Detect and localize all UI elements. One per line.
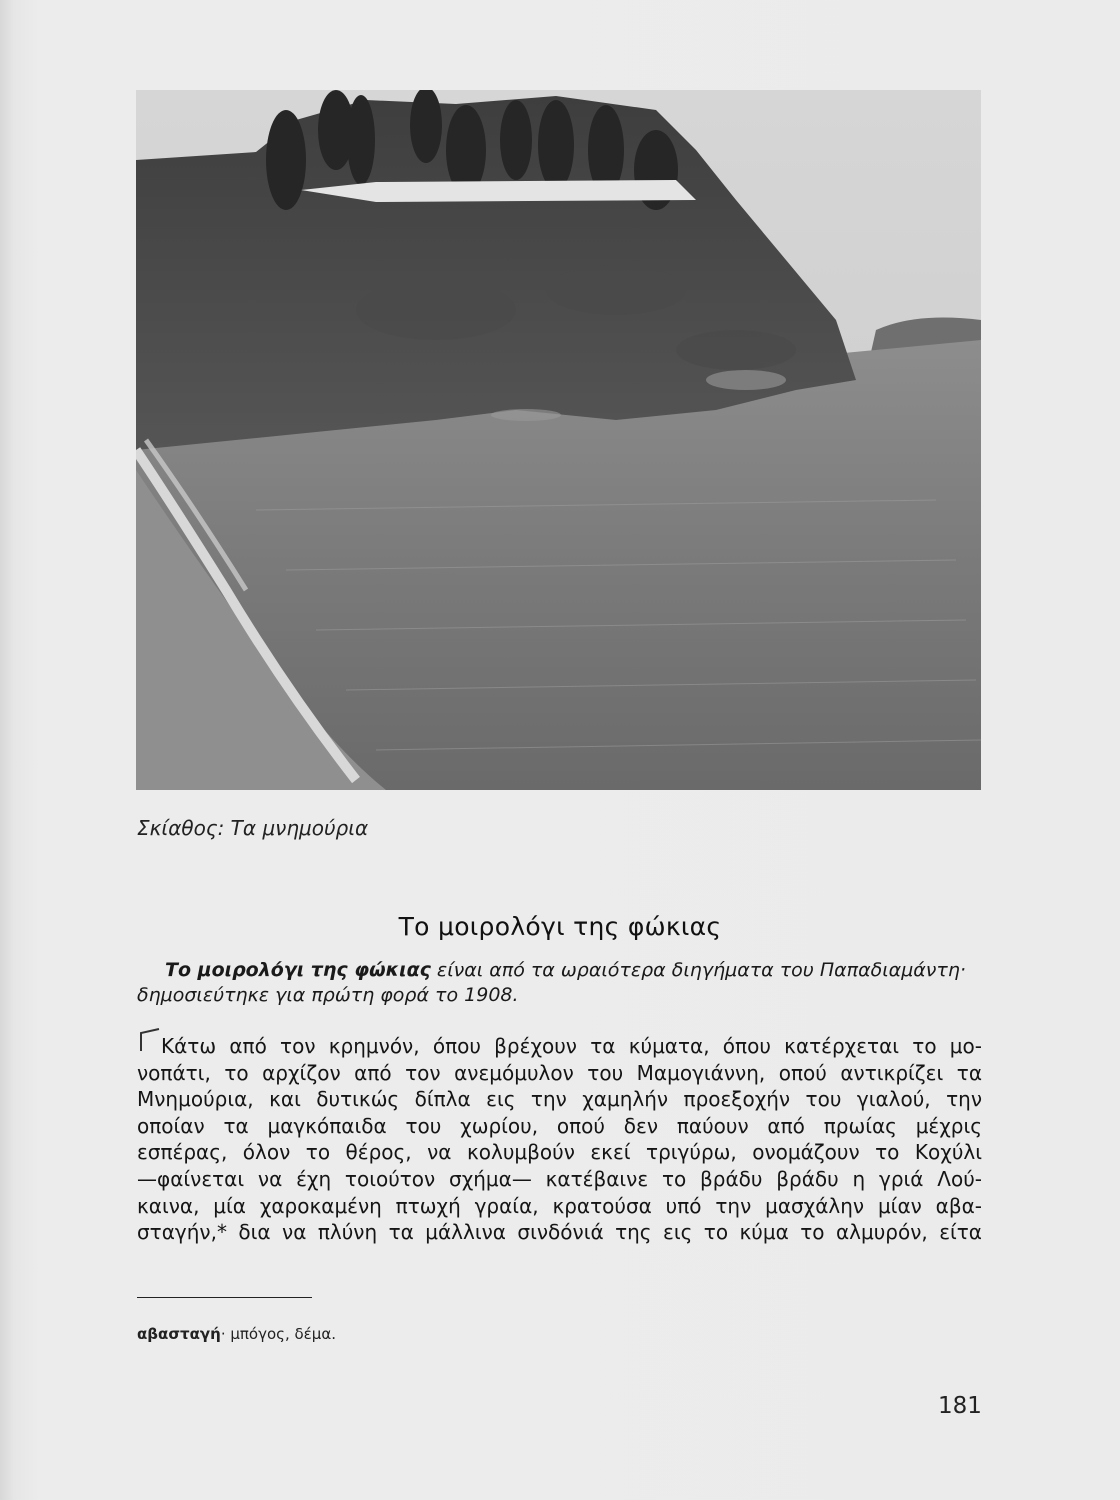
photo-caption: Σκίαθος: Τα μνημούρια [137,816,369,840]
story-line: σταγήν,* δια να πλύνη τα μάλλινα σινδόνιά της εις το κύμα το αλμυρόν, είτα [137,1220,982,1245]
photo-skiathos-coast [136,90,981,790]
chapter-title: Το μοιρολόγι της φώκιας [398,912,722,941]
intro-line-2: δημοσιεύτηκε για πρώτη φορά το 1908. [137,984,519,1006]
intro-line-1 [137,958,982,983]
story-line: καινα, μία χαροκαμένη πτωχή γραία, κρατούσα υπό την μασχάλην μίαν αβα- [137,1193,982,1218]
story-line: Μνημούρια, και δυτικώς δίπλα εις την χαμηλήν προεξοχήν του γιαλού, την [137,1087,982,1112]
footnote [137,1325,336,1343]
story-line: —φαίνεται να έχη τοιούτον σχήμα— κατέβαινε το βράδυ βράδυ η γριά Λού- [137,1166,982,1191]
page-number: 181 [938,1393,982,1419]
footnote-term: αβασταγή [137,1325,221,1343]
story-line: νοπάτι, το αρχίζον από τον ανεμόμυλον του Μαμογιάννη, οπού αντικρίζει τα [137,1060,982,1085]
story-text [137,1033,982,1246]
intro-bold-title: Το μοιρολόγι της φώκιας [165,959,431,981]
landscape-photo-icon [136,90,981,790]
story-line: οποίαν τα μαγκόπαιδα του χωρίου, οπού δεν παύουν από πρωίας μέχρις [137,1113,982,1138]
footnote-definition: · μπόγος, δέμα. [220,1325,336,1343]
story-line: εσπέρας, όλον το θέρος, να κολυμβούν εκεί τριγύρω, ονομάζουν το Κοχύλι [137,1140,982,1165]
intro-paragraph [137,958,982,1008]
footnote-divider [137,1297,312,1298]
story-line: Κάτω από τον κρημνόν, όπου βρέχουν τα κύματα, όπου κατέρχεται το μο- [161,1034,982,1058]
intro-rest: είναι από τα ωραιότερα διηγήματα του Παπαδιαμάντη· [430,959,966,981]
